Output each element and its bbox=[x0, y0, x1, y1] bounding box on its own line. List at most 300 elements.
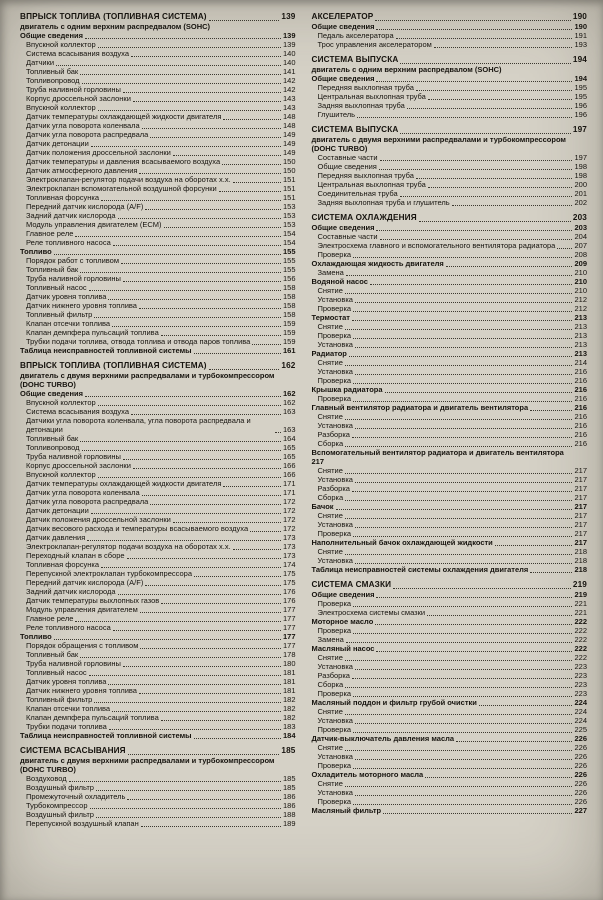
dot-leader bbox=[145, 209, 281, 210]
toc-entry-text: Главное реле bbox=[26, 614, 74, 623]
toc-entry-item bbox=[312, 626, 588, 635]
toc-entry-item bbox=[20, 76, 296, 85]
toc-entry-item bbox=[20, 461, 296, 470]
toc-entry-text: Датчик-выключатель давления масла bbox=[311, 734, 455, 743]
toc-entry-text: Главный вентилятор радиатора и двигатель вентилятора bbox=[311, 403, 529, 412]
dot-leader bbox=[353, 257, 572, 258]
toc-entry-item bbox=[20, 641, 296, 650]
toc-entry-text: Таблица неисправностей топливной системы bbox=[20, 731, 192, 740]
dot-leader bbox=[416, 178, 573, 179]
dot-leader bbox=[345, 500, 572, 501]
toc-entry-text: Установка bbox=[317, 662, 353, 671]
toc-entry-page: 219 bbox=[572, 580, 587, 589]
toc-entry-page: 226 bbox=[574, 761, 587, 770]
toc-entry-heading bbox=[312, 403, 588, 412]
toc-entry-title bbox=[312, 580, 588, 590]
toc-entry-item bbox=[20, 301, 296, 310]
toc-entry-page: 185 bbox=[281, 746, 296, 755]
toc-entry-text: Трубки подачи топлива, отвода топлива и отвода паров топлива bbox=[26, 337, 251, 346]
toc-entry-page: 201 bbox=[574, 189, 587, 198]
toc-entry-text: Датчики bbox=[26, 58, 55, 67]
dot-leader bbox=[194, 738, 281, 739]
toc-entry-text: Разборка bbox=[317, 430, 350, 439]
toc-entry-text: Глушитель bbox=[317, 110, 356, 119]
dot-leader bbox=[250, 531, 281, 532]
dot-leader bbox=[346, 275, 573, 276]
toc-entry-text: СИСТЕМА СМАЗКИ bbox=[311, 580, 392, 589]
toc-entry-text: Датчик давления bbox=[26, 533, 86, 542]
toc-entry-item bbox=[20, 40, 296, 49]
dot-leader bbox=[123, 459, 281, 460]
toc-entry-text: Система всасывания воздуха bbox=[26, 407, 130, 416]
toc-entry-text: Центральная выхлопная труба bbox=[317, 92, 426, 101]
toc-entry-item bbox=[20, 202, 296, 211]
toc-entry-page: 213 bbox=[574, 349, 587, 358]
toc-entry-item bbox=[312, 743, 588, 752]
toc-entry-text: Педаль акселератора bbox=[317, 31, 394, 40]
toc-entry-item bbox=[20, 398, 296, 407]
toc-entry-page: 197 bbox=[574, 153, 587, 162]
toc-entry-heading bbox=[312, 448, 588, 457]
toc-entry-item bbox=[20, 623, 296, 632]
dot-leader bbox=[161, 335, 281, 336]
dot-leader bbox=[82, 450, 281, 451]
toc-entry-page: 165 bbox=[282, 452, 296, 461]
toc-entry-page: 204 bbox=[574, 232, 587, 241]
toc-entry-page: 216 bbox=[574, 394, 587, 403]
toc-entry-text: Клапан отсечки топлива bbox=[26, 319, 111, 328]
toc-entry-item bbox=[312, 671, 588, 680]
dot-leader bbox=[98, 110, 281, 111]
toc-entry-subtitle bbox=[312, 135, 588, 153]
toc-entry-text: Снятие bbox=[317, 412, 343, 421]
toc-entry-item bbox=[312, 761, 588, 770]
dot-leader bbox=[85, 38, 281, 39]
toc-entry-page: 162 bbox=[282, 398, 296, 407]
toc-entry-text: Передний датчик кислорода (A/F) bbox=[26, 578, 144, 587]
toc-entry-page: 210 bbox=[574, 277, 587, 286]
toc-entry-item bbox=[20, 783, 296, 792]
toc-entry-text: Проверка bbox=[317, 725, 352, 734]
dot-leader bbox=[530, 572, 572, 573]
toc-entry-page: 226 bbox=[574, 770, 587, 779]
toc-entry-item bbox=[20, 695, 296, 704]
toc-entry-page: 216 bbox=[574, 403, 587, 412]
toc-entry-page: 195 bbox=[574, 83, 587, 92]
toc-entry-item bbox=[20, 792, 296, 801]
toc-entry-title bbox=[20, 361, 296, 371]
toc-entry-page: 153 bbox=[282, 220, 296, 229]
toc-entry-item bbox=[312, 358, 588, 367]
toc-entry-heading bbox=[312, 277, 588, 286]
dot-leader bbox=[142, 495, 281, 496]
dot-leader bbox=[428, 99, 573, 100]
dot-leader bbox=[131, 56, 281, 57]
toc-entry-item bbox=[312, 680, 588, 689]
toc-entry-text: Задний датчик кислорода bbox=[26, 587, 116, 596]
toc-entry-item bbox=[312, 547, 588, 556]
dot-leader bbox=[376, 651, 572, 652]
dot-leader bbox=[275, 432, 281, 433]
toc-entry-text: двигатель с одним верхним распредвалом (SOHC) bbox=[311, 65, 502, 74]
toc-entry-page: 198 bbox=[574, 171, 587, 180]
dot-leader bbox=[479, 705, 573, 706]
toc-entry-item bbox=[312, 599, 588, 608]
dot-leader bbox=[101, 200, 281, 201]
toc-entry-item bbox=[20, 67, 296, 76]
toc-entry-page: 188 bbox=[282, 810, 296, 819]
toc-entry-item bbox=[20, 551, 296, 560]
toc-entry-text: Топливо bbox=[20, 632, 52, 641]
toc-entry-item bbox=[312, 250, 588, 259]
toc-entry-page: 224 bbox=[574, 698, 587, 707]
toc-entry-text: Топливный бак bbox=[26, 265, 79, 274]
toc-entry-item bbox=[312, 304, 588, 313]
dot-leader bbox=[353, 606, 572, 607]
toc-entry-item bbox=[312, 162, 588, 171]
toc-entry-page: 218 bbox=[574, 556, 587, 565]
toc-entry-heading bbox=[20, 389, 296, 398]
toc-entry-item bbox=[20, 184, 296, 193]
dot-leader bbox=[416, 90, 573, 91]
toc-entry-text: Задний датчик кислорода bbox=[26, 211, 116, 220]
toc-entry-page: 176 bbox=[282, 596, 296, 605]
toc-entry-item bbox=[312, 475, 588, 484]
dot-leader bbox=[113, 630, 281, 631]
toc-entry-text: Электроклапан-регулятор подачи воздуха на оборотах х.х. bbox=[26, 175, 231, 184]
dot-leader bbox=[142, 128, 281, 129]
dot-leader bbox=[345, 750, 573, 751]
toc-entry-item bbox=[20, 452, 296, 461]
toc-entry-text: Топливопровод bbox=[26, 443, 80, 452]
toc-entry-page: 177 bbox=[282, 605, 296, 614]
dot-leader bbox=[141, 826, 281, 827]
toc-entry-page: 164 bbox=[282, 434, 296, 443]
dot-leader bbox=[127, 558, 281, 559]
toc-entry-text: СИСТЕМА ВЫПУСКА bbox=[311, 125, 399, 134]
toc-entry-text: Впускной коллектор bbox=[26, 103, 96, 112]
toc-entry-page: 221 bbox=[574, 599, 587, 608]
toc-entry-page: 217 bbox=[574, 520, 587, 529]
dot-leader bbox=[233, 549, 281, 550]
toc-entry-page: 195 bbox=[574, 92, 587, 101]
toc-entry-text: Общие сведения bbox=[317, 162, 377, 171]
toc-entry-page: 222 bbox=[574, 635, 587, 644]
toc-entry-item bbox=[20, 704, 296, 713]
toc-entry-page: 149 bbox=[282, 148, 296, 157]
toc-entry-text: Датчик угла поворота распредвала bbox=[26, 130, 149, 139]
toc-entry-page: 214 bbox=[574, 358, 587, 367]
toc-entry-heading bbox=[312, 698, 588, 707]
toc-entry-text: Охлаждающая жидкость двигателя bbox=[311, 259, 444, 268]
toc-entry-item bbox=[312, 92, 588, 101]
toc-entry-text: Датчик угла поворота коленвала bbox=[26, 488, 140, 497]
toc-entry-item bbox=[20, 533, 296, 542]
dot-leader bbox=[446, 266, 573, 267]
toc-entry-text: Модуль управления двигателем bbox=[26, 605, 138, 614]
toc-entry-text: Вспомогательный вентилятор радиатора и двигатель вентилятора bbox=[311, 448, 564, 457]
dot-leader bbox=[80, 272, 281, 273]
toc-entry-page: 153 bbox=[282, 211, 296, 220]
toc-entry-page: 221 bbox=[574, 608, 587, 617]
dot-leader bbox=[353, 633, 572, 634]
dot-leader bbox=[400, 63, 570, 64]
dot-leader bbox=[118, 594, 281, 595]
dot-leader bbox=[89, 290, 281, 291]
toc-entry-page: 217 bbox=[574, 511, 587, 520]
toc-entry-heading bbox=[312, 313, 588, 322]
dot-leader bbox=[353, 401, 572, 402]
toc-entry-item bbox=[312, 725, 588, 734]
toc-entry-item bbox=[20, 193, 296, 202]
toc-entry-title bbox=[20, 12, 296, 22]
toc-entry-text: Снятие bbox=[317, 322, 343, 331]
toc-entry-page: 217 bbox=[574, 475, 587, 484]
toc-entry-text: ВПРЫСК ТОПЛИВА (ТОПЛИВНАЯ СИСТЕМА) bbox=[20, 361, 207, 370]
dot-leader bbox=[370, 284, 573, 285]
toc-entry-page: 159 bbox=[282, 319, 296, 328]
dot-leader bbox=[557, 248, 572, 249]
toc-entry-page: 139 bbox=[282, 40, 296, 49]
toc-entry-item bbox=[312, 556, 588, 565]
toc-entry-page: 196 bbox=[574, 101, 587, 110]
toc-entry-item bbox=[20, 659, 296, 668]
toc-entry-item bbox=[20, 774, 296, 783]
toc-entry-item bbox=[20, 506, 296, 515]
toc-entry-text: Проверка bbox=[317, 376, 352, 385]
dot-leader bbox=[355, 482, 573, 483]
toc-entry-page: 139 bbox=[282, 31, 296, 40]
dot-leader bbox=[209, 20, 280, 21]
toc-entry-item bbox=[312, 788, 588, 797]
toc-entry-page: 213 bbox=[574, 322, 587, 331]
dot-leader bbox=[419, 221, 571, 222]
toc-entry-text: Переходный клапан в сборе bbox=[26, 551, 125, 560]
toc-entry-page: 142 bbox=[282, 85, 296, 94]
toc-entry-item bbox=[312, 529, 588, 538]
dot-leader bbox=[355, 347, 573, 348]
toc-entry-page: 216 bbox=[574, 412, 587, 421]
toc-entry-page: 175 bbox=[282, 578, 296, 587]
toc-entry-page: 212 bbox=[574, 304, 587, 313]
toc-entry-text: Датчики угла поворота коленвала, угла поворота распредвала и детонации bbox=[26, 416, 251, 434]
dot-leader bbox=[98, 47, 281, 48]
toc-entry-item bbox=[312, 797, 588, 806]
toc-entry-text: Клапан демпфера пульсаций топлива bbox=[26, 328, 159, 337]
toc-entry-item bbox=[20, 416, 296, 434]
toc-entry-text: Топливная форсунка bbox=[26, 560, 100, 569]
toc-entry-page: 194 bbox=[574, 74, 587, 83]
toc-entry-page: 163 bbox=[282, 425, 296, 434]
toc-entry-page: 189 bbox=[282, 819, 296, 828]
toc-entry-text: Труба наливной горловины bbox=[26, 659, 121, 668]
toc-entry-item bbox=[20, 49, 296, 58]
dot-leader bbox=[353, 732, 572, 733]
dot-leader bbox=[345, 714, 573, 715]
dot-leader bbox=[425, 777, 572, 778]
dot-leader bbox=[352, 320, 573, 321]
toc-entry-text: Сборка bbox=[317, 493, 344, 502]
toc-entry-page: 158 bbox=[282, 292, 296, 301]
toc-entry-item bbox=[312, 340, 588, 349]
toc-entry-text: Установка bbox=[317, 556, 353, 565]
dot-leader bbox=[400, 196, 573, 197]
toc-entry-page: 172 bbox=[282, 497, 296, 506]
toc-entry-page: 185 bbox=[282, 783, 296, 792]
toc-entry-text: Установка bbox=[317, 475, 353, 484]
dot-leader bbox=[345, 786, 573, 787]
toc-entry-item bbox=[20, 713, 296, 722]
toc-entry-text: Датчик температуры и давления всасываемого воздуха bbox=[26, 157, 221, 166]
toc-entry-page: 185 bbox=[282, 774, 296, 783]
toc-entry-text: Проверка bbox=[317, 394, 352, 403]
dot-leader bbox=[69, 781, 281, 782]
dot-leader bbox=[75, 621, 281, 622]
toc-entry-text: Разборка bbox=[317, 484, 350, 493]
toc-entry-text: Масляный фильтр bbox=[311, 806, 382, 815]
toc-entry-item bbox=[312, 153, 588, 162]
dot-leader bbox=[345, 365, 573, 366]
toc-entry-text: Бачок bbox=[311, 502, 334, 511]
toc-entry-text: Корпус дроссельной заслонки bbox=[26, 94, 131, 103]
toc-entry-page: 217 bbox=[574, 466, 587, 475]
dot-leader bbox=[345, 329, 573, 330]
toc-entry-item bbox=[312, 110, 588, 119]
toc-entry-item bbox=[312, 101, 588, 110]
toc-entry-item bbox=[312, 412, 588, 421]
toc-entry-text: Воздушный фильтр bbox=[26, 783, 94, 792]
toc-entry-item bbox=[312, 421, 588, 430]
dot-leader bbox=[380, 239, 573, 240]
toc-entry-text: Перепускной воздушный клапан bbox=[26, 819, 139, 828]
dot-leader bbox=[428, 187, 573, 188]
toc-entry-page: 218 bbox=[574, 547, 587, 556]
toc-entry-text: Задняя выхлопная труба bbox=[317, 101, 405, 110]
toc-entry-item bbox=[20, 175, 296, 184]
dot-leader bbox=[96, 817, 281, 818]
toc-entry-item bbox=[20, 265, 296, 274]
toc-entry-page: 143 bbox=[282, 103, 296, 112]
toc-entry-page: 226 bbox=[574, 797, 587, 806]
dot-leader bbox=[379, 169, 573, 170]
toc-entry-item bbox=[312, 484, 588, 493]
dot-leader bbox=[87, 540, 281, 541]
toc-entry-page: 154 bbox=[282, 229, 296, 238]
dot-leader bbox=[355, 374, 573, 375]
toc-entry-page: 178 bbox=[282, 650, 296, 659]
toc-entry-heading bbox=[20, 31, 296, 40]
dot-leader bbox=[355, 563, 573, 564]
dot-leader bbox=[355, 302, 573, 303]
dot-leader bbox=[353, 338, 572, 339]
toc-entry-page: 183 bbox=[282, 722, 296, 731]
dot-leader bbox=[123, 666, 281, 667]
toc-entry-text: Общие сведения bbox=[311, 223, 375, 232]
toc-entry-item bbox=[312, 268, 588, 277]
dot-leader bbox=[385, 392, 573, 393]
toc-column-right bbox=[312, 12, 588, 892]
toc-entry-page: 180 bbox=[282, 659, 296, 668]
toc-entry-text: Труба наливной горловины bbox=[26, 452, 121, 461]
toc-entry-item bbox=[312, 286, 588, 295]
toc-entry-text: Труба наливной горловины bbox=[26, 274, 121, 283]
dot-leader bbox=[376, 29, 572, 30]
dot-leader bbox=[349, 356, 573, 357]
toc-entry-text: Труба наливной горловины bbox=[26, 85, 121, 94]
toc-entry-text: Датчик детонации bbox=[26, 506, 89, 515]
toc-entry-item bbox=[312, 394, 588, 403]
toc-entry-text: Общие сведения bbox=[311, 590, 375, 599]
toc-entry-page: 222 bbox=[574, 644, 587, 653]
toc-entry-text: Реле топливного насоса bbox=[26, 623, 111, 632]
dot-leader bbox=[452, 205, 573, 206]
toc-entry-item bbox=[20, 283, 296, 292]
dot-leader bbox=[80, 441, 281, 442]
toc-entry-item bbox=[312, 180, 588, 189]
toc-entry-heading bbox=[20, 346, 296, 355]
toc-entry-title bbox=[312, 125, 588, 135]
dot-leader bbox=[150, 504, 281, 505]
toc-entry-text: Порядок обращения с топливом bbox=[26, 641, 139, 650]
toc-entry-page: 165 bbox=[282, 443, 296, 452]
toc-entry-text: Датчик уровня топлива bbox=[26, 677, 107, 686]
toc-entry-page: 217 bbox=[574, 502, 587, 511]
toc-entry-text: Датчик угла поворота распредвала bbox=[26, 497, 149, 506]
dot-leader bbox=[108, 684, 281, 685]
toc-entry-page: 222 bbox=[574, 617, 587, 626]
toc-entry-item bbox=[20, 569, 296, 578]
toc-entry-text: Таблица неисправностей топливной системы bbox=[20, 346, 192, 355]
toc-entry-text: Датчик температуры выхлопных газов bbox=[26, 596, 160, 605]
dot-leader bbox=[133, 101, 281, 102]
toc-entry-page: 174 bbox=[282, 560, 296, 569]
toc-entry-item bbox=[20, 148, 296, 157]
toc-entry-heading bbox=[20, 731, 296, 740]
toc-entry-heading bbox=[312, 22, 588, 31]
toc-entry-page: 177 bbox=[282, 632, 296, 641]
toc-entry-title bbox=[312, 12, 588, 22]
toc-entry-page: 222 bbox=[574, 653, 587, 662]
dot-leader bbox=[127, 799, 281, 800]
toc-entry-heading bbox=[312, 770, 588, 779]
toc-entry-text: СИСТЕМА ВСАСЫВАНИЯ bbox=[20, 746, 126, 755]
toc-entry-text: Проверка bbox=[317, 689, 352, 698]
toc-entry-page: 172 bbox=[282, 506, 296, 515]
toc-entry-text: Впускной коллектор bbox=[26, 40, 96, 49]
dot-leader bbox=[376, 81, 572, 82]
toc-entry-page: 182 bbox=[282, 695, 296, 704]
toc-entry-text: Снятие bbox=[317, 653, 343, 662]
toc-entry-subtitle bbox=[312, 65, 588, 74]
toc-entry-heading bbox=[312, 644, 588, 653]
toc-entry-item bbox=[20, 112, 296, 121]
dot-leader bbox=[109, 729, 281, 730]
dot-leader bbox=[113, 245, 281, 246]
toc-entry-heading bbox=[312, 617, 588, 626]
dot-leader bbox=[145, 585, 281, 586]
toc-entry-page: 219 bbox=[574, 590, 587, 599]
toc-entry-text: Установка bbox=[317, 295, 353, 304]
toc-entry-heading bbox=[312, 565, 588, 574]
dot-leader bbox=[355, 669, 573, 670]
toc-entry-page: 213 bbox=[574, 331, 587, 340]
toc-entry-item bbox=[312, 331, 588, 340]
toc-entry-text: Масляный насос bbox=[311, 644, 375, 653]
toc-entry-item bbox=[20, 542, 296, 551]
toc-entry-text: Датчик уровня топлива bbox=[26, 292, 107, 301]
dot-leader bbox=[336, 509, 573, 510]
toc-entry-text: Топливная форсунка bbox=[26, 193, 100, 202]
